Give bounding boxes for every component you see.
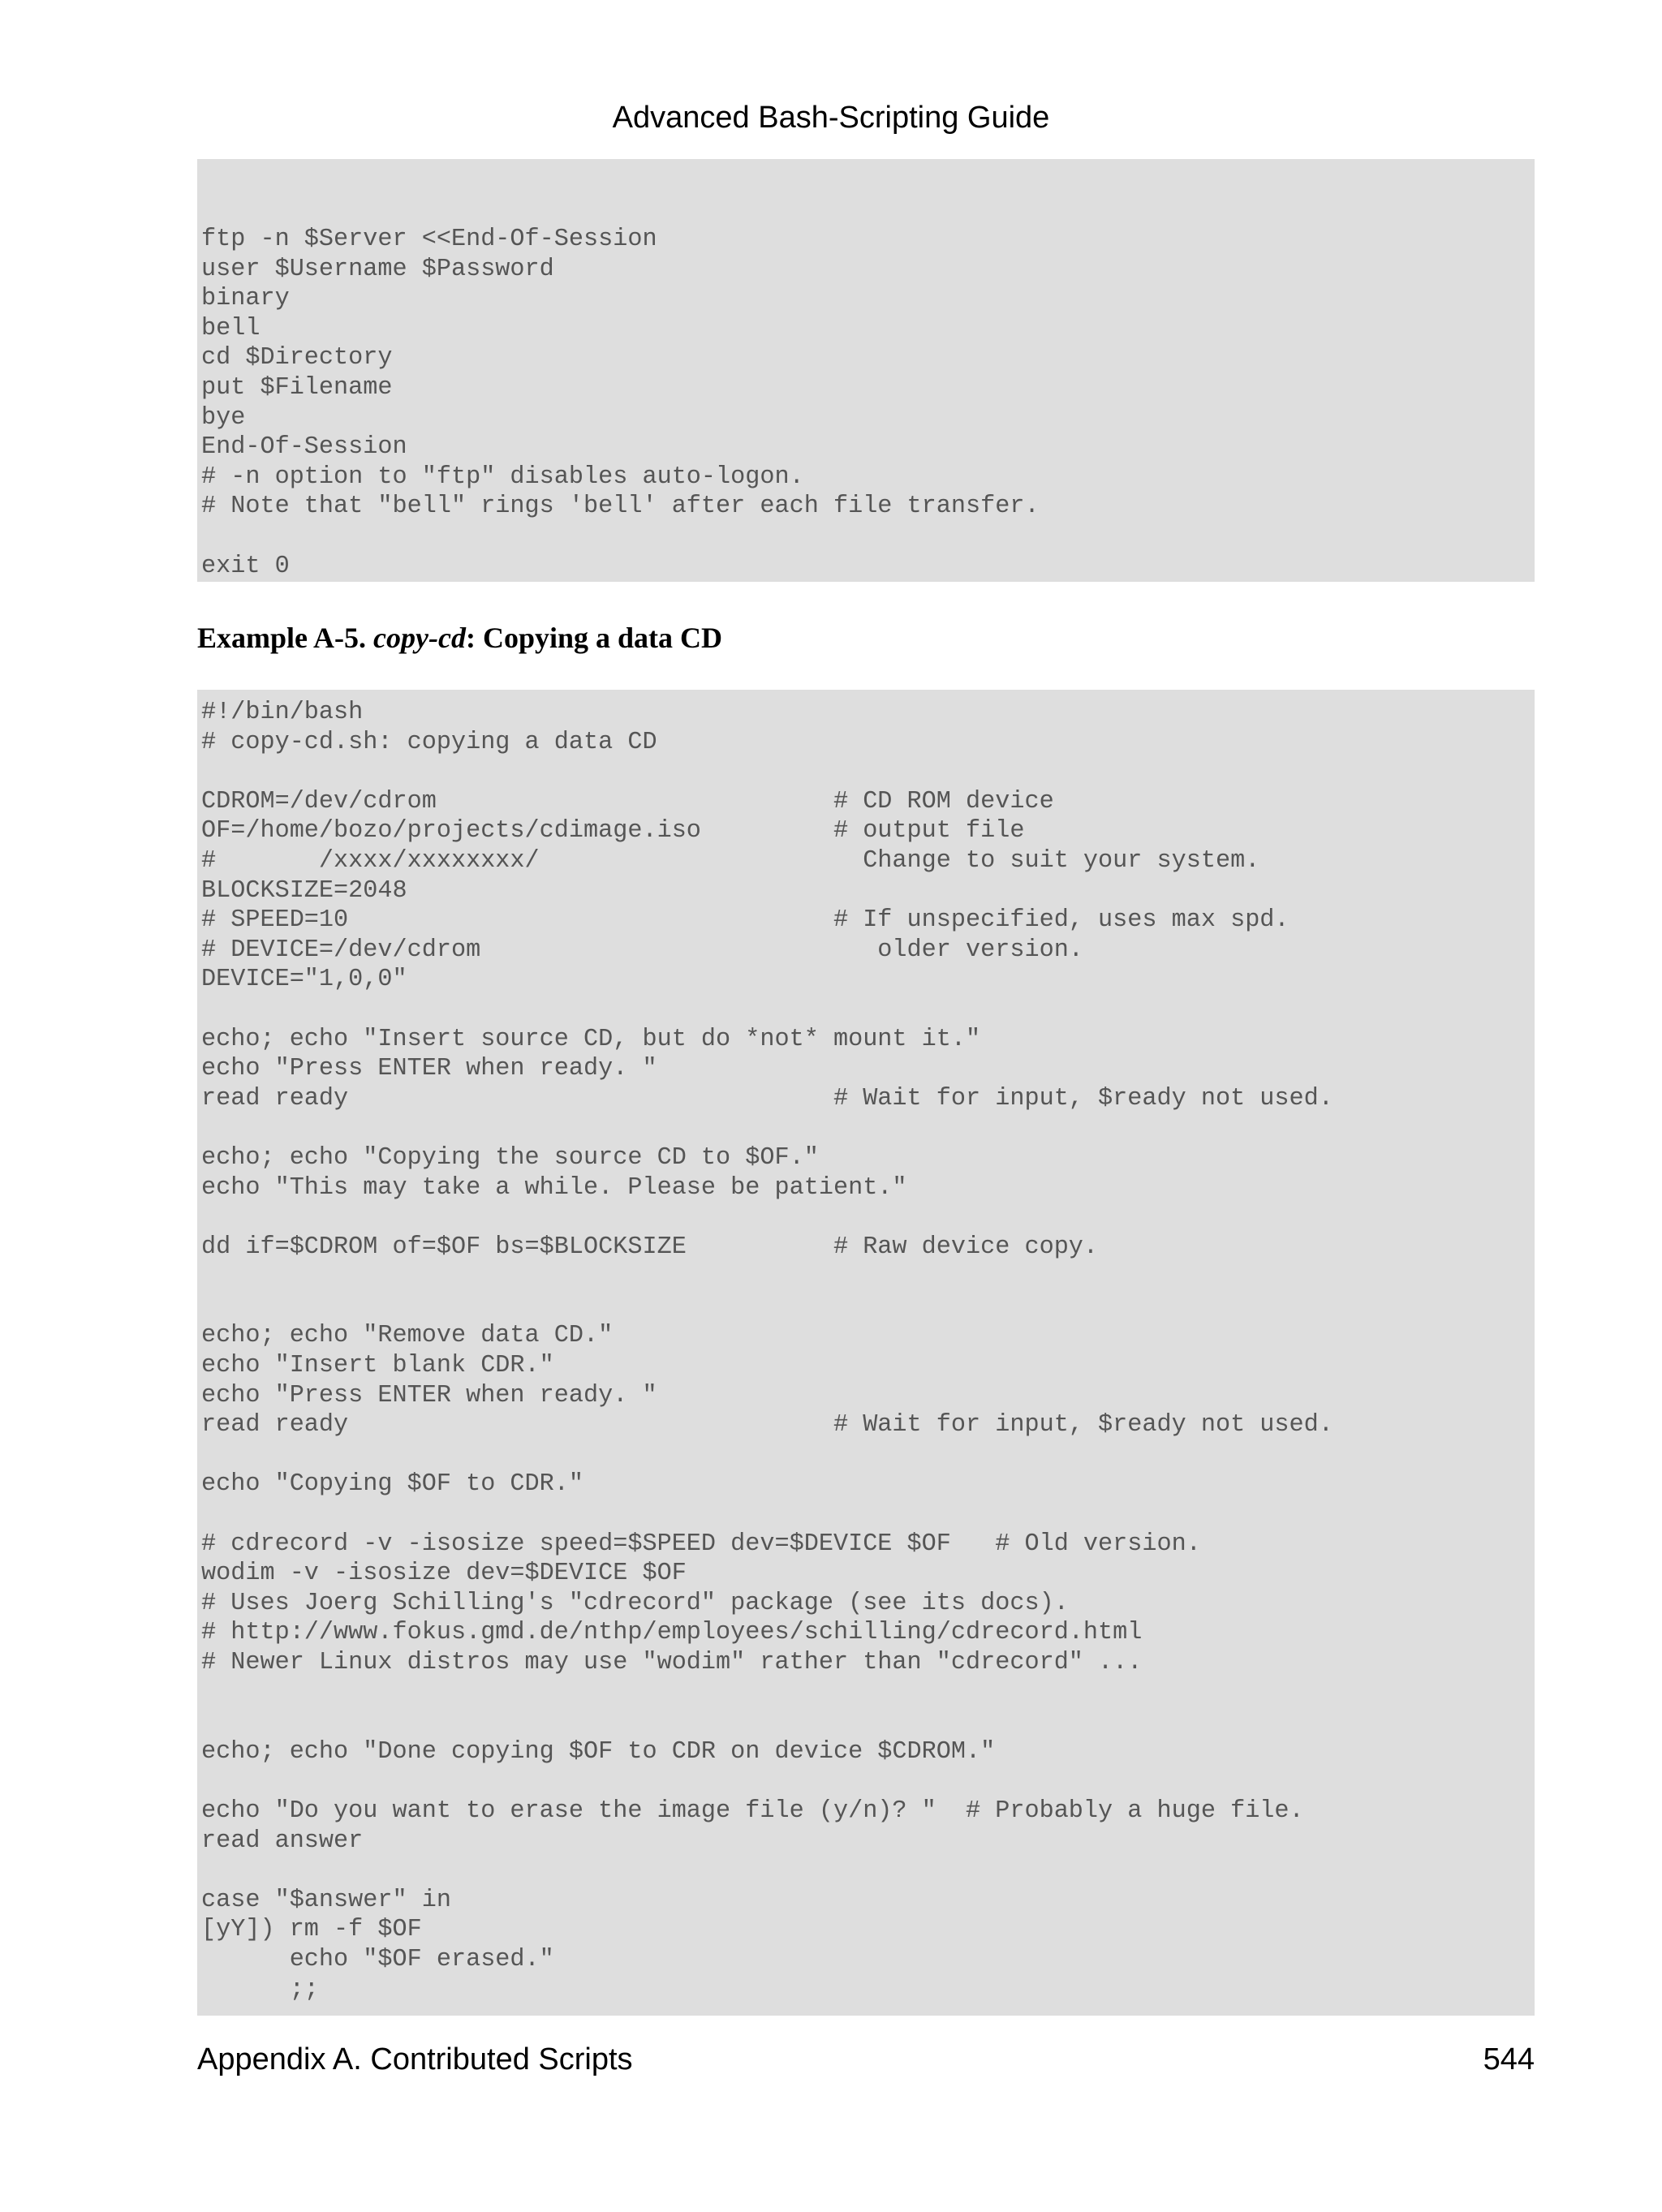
- example-title-prefix: Example A-5.: [197, 622, 374, 654]
- code-block-ftp-script: ftp -n $Server <<End-Of-Session user $Username $Password binary bell cd $Directory put $Filename bye End-Of-Session # -n option to "ftp" disables auto-logon. # Note that "bell" rings 'bell' after each file transfer. exit 0: [197, 159, 1535, 582]
- code-block-copy-cd-script: #!/bin/bash # copy-cd.sh: copying a data CD CDROM=/dev/cdrom # CD ROM device OF=/home/bozo/projects/cdimage.iso # output file # /xxxx/xxxxxxxx/ Change to suit your system. BLOCKSIZE=2048 # SPEED=10 # If unspecified, uses max spd. # DEVICE=/dev/cdrom older version. DEVICE="1,0,0" echo; echo "Insert source CD, but do *not* mount it." echo "Press ENTER when ready. " read ready # Wait for input, $ready not used. echo; echo "Copying the source CD to $OF." echo "This may take a while. Please be patient." dd if=$CDROM of=$OF bs=$BLOCKSIZE # Raw device copy. echo; echo "Remove data CD." echo "Insert blank CDR." echo "Press ENTER when ready. " read ready # Wait for input, $ready not used. echo "Copying $OF to CDR." # cdrecord -v -isosize speed=$SPEED dev=$DEVICE $OF # Old version. wodim -v -isosize dev=$DEVICE $OF # Uses Joerg Schilling's "cdrecord" package (see its docs). # http://www.fokus.gmd.de/nthp/employees/schilling/cdrecord.html # Newer Linux distros may use "wodim" rather than "cdrecord" ... echo; echo "Done copying $OF to CDR on device $CDROM." echo "Do you want to erase the image file (y/n)? " # Probably a huge file. read answer case "$answer" in [yY]) rm -f $OF echo "$OF erased." ;;: [197, 690, 1535, 2016]
- example-title-suffix: : Copying a data CD: [465, 622, 722, 654]
- example-title: [197, 620, 722, 656]
- page-footer: [197, 2041, 1535, 2078]
- footer-page-number: 544: [1483, 2042, 1535, 2076]
- page-header: Advanced Bash-Scripting Guide: [612, 101, 1050, 135]
- footer-section-title: Appendix A. Contributed Scripts: [197, 2042, 633, 2076]
- example-title-script-name: copy-cd: [373, 622, 466, 654]
